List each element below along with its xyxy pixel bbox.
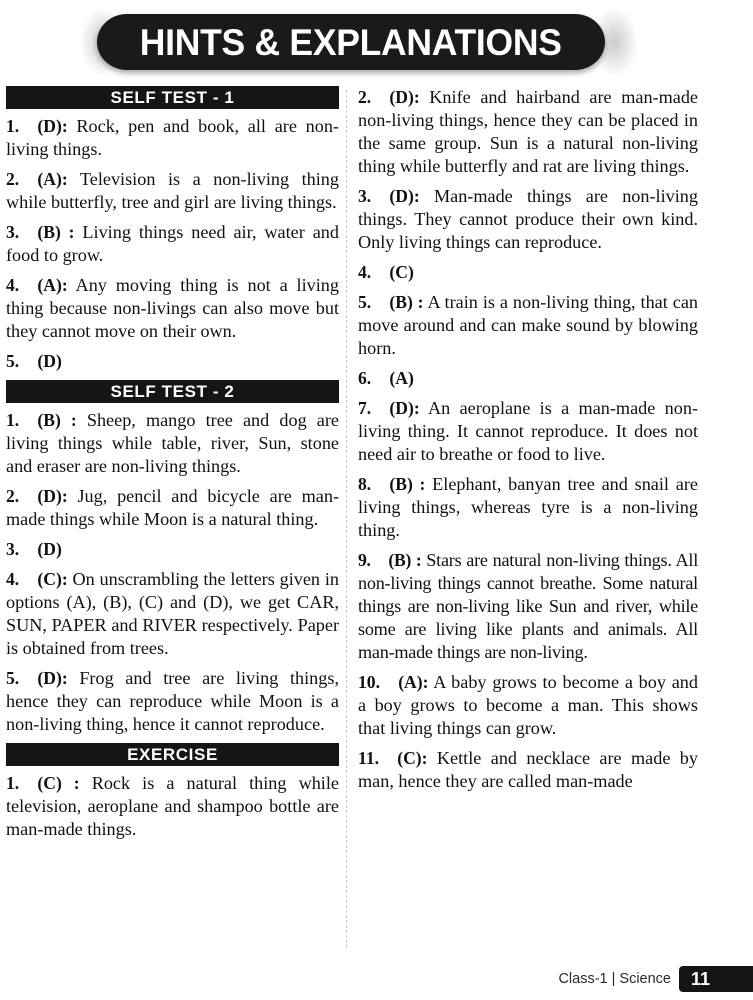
answer-explanation: Any moving thing is not a living thing because non-livings can also move but they cannot move on their own. bbox=[6, 275, 339, 342]
column-divider bbox=[346, 90, 347, 948]
answer-entry bbox=[6, 274, 339, 343]
answer-entry bbox=[358, 747, 698, 793]
answer-option: (D) bbox=[37, 539, 62, 560]
answer-number: 11. bbox=[358, 748, 380, 769]
page-number-badge: 11 bbox=[679, 966, 753, 992]
answer-number: 5. bbox=[358, 292, 372, 313]
answer-entry bbox=[358, 549, 698, 664]
answer-option: (B) : bbox=[37, 222, 75, 243]
answer-number: 2. bbox=[6, 169, 20, 190]
answer-option: (B) : bbox=[389, 474, 426, 495]
answer-number: 1. bbox=[6, 116, 20, 136]
header-banner bbox=[97, 14, 605, 70]
answer-entry bbox=[358, 185, 698, 254]
footer-label: Class-1 | Science bbox=[558, 971, 671, 987]
answer-entry bbox=[358, 397, 698, 466]
section-header-bar bbox=[6, 380, 339, 403]
answer-explanation: On unscrambling the letters given in options (A), (B), (C) and (D), we get CAR, SUN, PAPER and RIVER respectively. Paper is obtained from trees. bbox=[6, 569, 339, 659]
answer-number: 5. bbox=[6, 351, 20, 372]
answer-explanation: Knife and hairband are man-made non-living things, hence they can be placed in the same group. Sun is a natural non-living thing while butterfly and rat are living things. bbox=[358, 87, 698, 177]
answer-option: (D): bbox=[389, 398, 420, 419]
answer-entry bbox=[6, 409, 339, 478]
answer-explanation: Elephant, banyan tree and snail are living things, whereas tyre is a non-living thing. bbox=[358, 474, 698, 541]
answer-number: 1. bbox=[6, 773, 20, 794]
answer-entry bbox=[358, 261, 698, 284]
answer-option: (C) : bbox=[37, 773, 80, 794]
answer-number: 4. bbox=[358, 262, 372, 283]
answer-entry bbox=[6, 168, 339, 214]
answer-number: 2. bbox=[358, 87, 372, 107]
answer-option: (C) bbox=[389, 262, 414, 283]
section-header-bar bbox=[6, 86, 339, 109]
answer-explanation: Sheep, mango tree and dog are living things while table, river, Sun, stone and eraser are non-living things. bbox=[6, 410, 339, 477]
answer-entry bbox=[6, 568, 339, 660]
answer-number: 8. bbox=[358, 474, 372, 495]
answer-explanation: Television is a non-living thing while butterfly, tree and girl are living things. bbox=[6, 169, 339, 213]
answer-entry bbox=[358, 367, 698, 390]
page-footer bbox=[558, 966, 753, 992]
answer-option: (C): bbox=[397, 748, 428, 769]
left-column bbox=[6, 86, 339, 954]
answer-explanation: Kettle and necklace are made by man, hence they are called man-made bbox=[358, 748, 698, 792]
section-header-bar bbox=[6, 743, 339, 766]
answer-entry bbox=[6, 485, 339, 531]
answer-entry bbox=[6, 221, 339, 267]
answer-explanation: Rock, pen and book, all are non-living things. bbox=[6, 116, 339, 160]
answer-number: 1. bbox=[6, 410, 20, 431]
answer-entry bbox=[6, 538, 339, 561]
answer-option: (A): bbox=[37, 275, 68, 296]
answer-option: (B) : bbox=[389, 292, 424, 313]
answer-option: (D): bbox=[389, 87, 420, 107]
answer-option: (B) : bbox=[388, 550, 422, 571]
answer-explanation: Living things need air, water and food to grow. bbox=[6, 222, 339, 266]
answer-number: 3. bbox=[6, 539, 20, 560]
answer-number: 3. bbox=[358, 186, 372, 207]
answer-option: (D): bbox=[37, 116, 68, 136]
answer-number: 9. bbox=[358, 550, 371, 571]
answer-explanation: A train is a non-living thing, that can move around and can make sound by blowing horn. bbox=[358, 292, 698, 359]
answer-option: (A) bbox=[389, 368, 414, 389]
answer-number: 7. bbox=[358, 398, 372, 419]
answer-explanation: An aeroplane is a man-made non-living thing. It cannot reproduce. It does not need air to breathe or food to live. bbox=[358, 398, 698, 465]
answer-option: (B) : bbox=[37, 410, 77, 431]
section-header-label: SELF TEST - 2 bbox=[110, 382, 235, 402]
answer-explanation: A baby grows to become a boy and a boy grows to become a man. This shows that living things can grow. bbox=[358, 672, 698, 739]
answer-explanation: Man-made things are non-living things. They cannot produce their own kind. Only living things can reproduce. bbox=[358, 186, 698, 253]
answer-number: 4. bbox=[6, 569, 20, 590]
answer-option: (A): bbox=[398, 672, 429, 693]
answer-explanation: Frog and tree are living things, hence they can reproduce while Moon is a non-living thing, hence it cannot reproduce. bbox=[6, 668, 339, 735]
answer-entry bbox=[6, 667, 339, 736]
answer-explanation: Stars are natural non-living things. All non-living things cannot breathe. Some natural things are non-living like Sun and river, while some are living like plants and animals. All man-made things are non-living. bbox=[358, 550, 698, 663]
answer-entry bbox=[358, 473, 698, 542]
answer-option: (D) bbox=[37, 351, 62, 372]
answer-entry bbox=[358, 671, 698, 740]
answer-entry bbox=[6, 772, 339, 841]
answer-number: 2. bbox=[6, 486, 20, 507]
section-header-label: SELF TEST - 1 bbox=[110, 88, 235, 107]
answer-option: (A): bbox=[37, 169, 68, 190]
answer-entry bbox=[6, 115, 339, 161]
answer-number: 10. bbox=[358, 672, 380, 693]
answer-number: 5. bbox=[6, 668, 20, 689]
section-header-label: EXERCISE bbox=[127, 745, 218, 765]
page-header bbox=[0, 8, 753, 78]
answer-option: (D): bbox=[37, 486, 68, 507]
answer-number: 6. bbox=[358, 368, 372, 389]
right-column bbox=[358, 86, 698, 954]
answer-entry bbox=[358, 291, 698, 360]
answer-explanation: Jug, pencil and bicycle are man-made things while Moon is a natural thing. bbox=[6, 486, 339, 530]
answer-number: 4. bbox=[6, 275, 20, 296]
content-columns bbox=[0, 86, 753, 954]
answer-option: (D): bbox=[389, 186, 420, 207]
answer-entry bbox=[6, 350, 339, 373]
page-title: HINTS & EXPLANATIONS bbox=[140, 21, 562, 63]
answer-explanation: Rock is a natural thing while television, aeroplane and shampoo bottle are man-made things. bbox=[6, 773, 339, 840]
answer-entry bbox=[358, 86, 698, 178]
answer-option: (D): bbox=[37, 668, 68, 689]
answer-option: (C): bbox=[37, 569, 68, 590]
answer-number: 3. bbox=[6, 222, 20, 243]
